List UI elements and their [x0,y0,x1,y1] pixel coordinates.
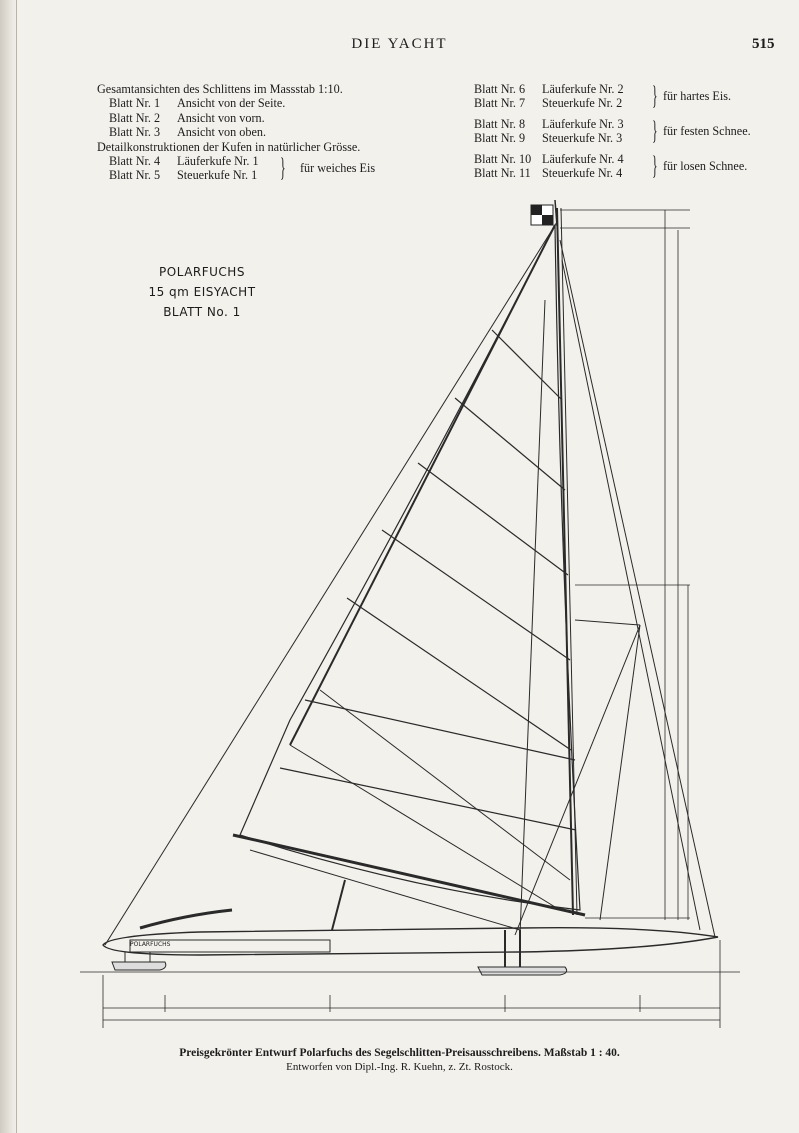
steering-runner [112,962,166,970]
sheet-line [320,690,570,880]
brace-glyph: } [280,153,286,183]
index-row: Blatt Nr. 3 Ansicht von oben. [109,125,267,140]
shroud [562,260,700,930]
brace-glyph: } [652,115,658,145]
index-row: Blatt Nr. 8 Läuferkufe Nr. 3 [474,116,624,131]
group-label: für losen Schnee. [663,158,748,173]
boom [233,835,585,915]
yard [290,225,555,745]
index-row: Blatt Nr. 11 Steuerkufe Nr. 4 [474,166,623,181]
shroud [520,300,545,935]
index-row: Blatt Nr. 7 Steuerkufe Nr. 2 [474,96,623,111]
shroud [600,625,640,920]
shroud [515,625,640,935]
drawing-title-line: 15 qm EISYACHT [148,285,256,299]
index-row: Blatt Nr. 6 Läuferkufe Nr. 2 [474,82,624,96]
drawing-title-line: BLATT No. 1 [163,305,241,319]
brace-glyph: } [652,150,658,180]
forestay [105,222,557,945]
boom-strut [332,880,345,930]
index-row: Blatt Nr. 5 Steuerkufe Nr. 1 [109,168,258,183]
group-label: für weiches Eis [300,161,376,176]
sail-battens [280,330,576,830]
main-runner [478,967,567,975]
hull-label: POLARFUCHS [130,941,171,948]
detail-intro: Detailkonstruktionen der Kufen in natürlicher Grösse. [97,139,361,154]
group-label: für hartes Eis. [663,89,732,103]
group-label: für festen Schnee. [663,123,751,138]
page-number: 515 [752,36,775,52]
index-row: Blatt Nr. 2 Ansicht von vorn. [109,110,265,125]
figure-caption [0,1047,799,1059]
drawing-title-line: POLARFUCHS [159,265,245,279]
mainsail [240,225,580,910]
index-row: Blatt Nr. 9 Steuerkufe Nr. 3 [474,131,623,146]
running-head: DIE YACHT [351,36,448,52]
tiller [140,910,232,928]
hull [103,928,718,955]
mast [557,208,573,915]
caption-main: Preisgekrönter Entwurf Polarfuchs des Segelschlitten-Preisausschreibens. [179,1047,541,1059]
spreader [575,620,640,625]
masthead-flag [531,200,557,226]
backstay [560,240,715,937]
caption-scale: Maßstab 1 : 40. [543,1047,620,1059]
brace-glyph: } [652,81,658,110]
index-intro: Gesamtansichten des Schlittens im Massstab 1:10. [97,82,343,96]
figure-author: Entworfen von Dipl.-Ing. R. Kuehn, z. Zt. Rostock. [286,1061,513,1073]
index-row: Blatt Nr. 1 Ansicht von der Seite. [109,96,286,111]
index-row: Blatt Nr. 4 Läuferkufe Nr. 1 [109,154,259,169]
index-row: Blatt Nr. 10 Läuferkufe Nr. 4 [474,151,624,166]
